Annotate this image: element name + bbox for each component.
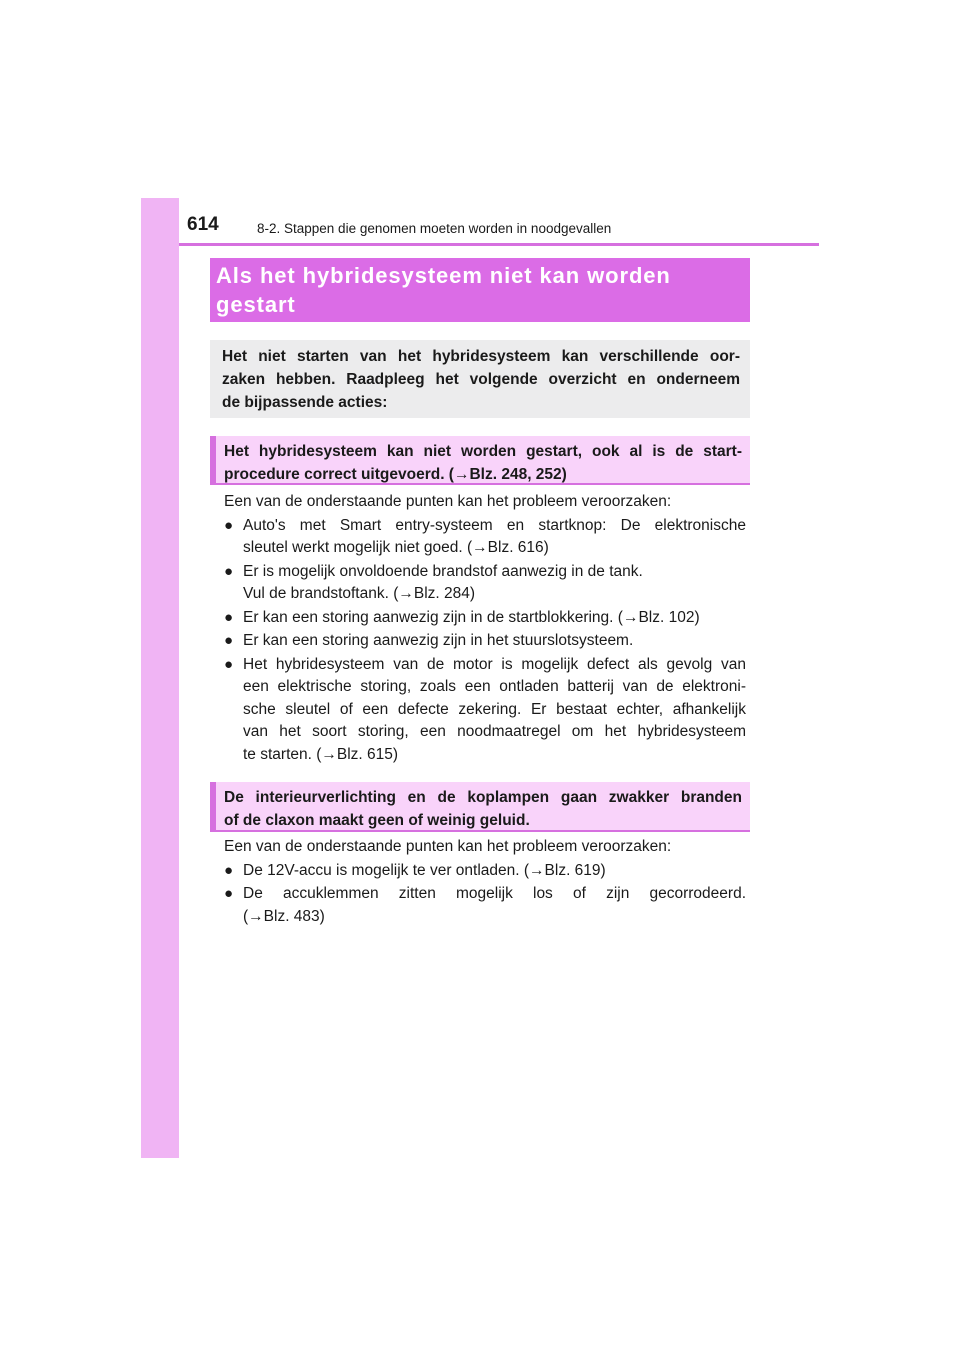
intro-line: zaken hebben. Raadpleeg het volgende overzicht en onderneem <box>222 371 740 388</box>
bullet-icon: ● <box>224 562 234 580</box>
section-breadcrumb: 8-2. Stappen die genomen moeten worden in noodgevallen <box>257 221 612 236</box>
intro-summary <box>210 340 750 418</box>
section-heading-line: De interieurverlichting en de koplampen gaan zwakker branden <box>224 789 742 806</box>
list-item-line: Er is mogelijk onvoldoende brandstof aanwezig in de tank. <box>243 562 643 580</box>
chapter-sidebar-tab <box>141 198 179 1158</box>
list-item-line: een elektrische storing, zoals een ontladen batterij van de elektroni- <box>243 678 746 695</box>
page-number: 614 <box>187 214 219 235</box>
list-item-line: Het hybridesysteem van de motor is mogelijk defect als gevolg van <box>243 655 746 673</box>
section-lead: Een van de onderstaande punten kan het probleem veroorzaken: <box>224 838 672 855</box>
bullet-icon: ● <box>224 885 234 902</box>
header-divider <box>179 243 819 246</box>
bullet-icon: ● <box>224 608 234 626</box>
list-item-line: Auto's met Smart entry-systeem en startknop: De elektronische <box>243 516 746 534</box>
list-item <box>224 561 746 606</box>
list-item <box>224 630 746 653</box>
list-item <box>224 883 746 928</box>
list-item <box>224 607 746 630</box>
page-title-line: gestart <box>216 292 296 317</box>
bullet-icon: ● <box>224 655 234 673</box>
bullet-icon: ● <box>224 861 234 879</box>
page-title-banner <box>210 258 750 322</box>
section-heading-weak-lights <box>210 782 750 832</box>
list-item-line: van het soort storing, een noodmaatregel om het hybridesysteem <box>243 723 746 740</box>
list-item-line: Er kan een storing aanwezig zijn in de startblokkering. (→Blz. 102) <box>243 608 700 626</box>
list-item-line: sche sleutel of een defecte zekering. Er bestaat echter, afhankelijk <box>243 700 746 718</box>
section-heading-line: of de claxon maakt geen of weinig geluid. <box>224 812 530 829</box>
intro-line: Het niet starten van het hybridesysteem kan verschillende oor- <box>222 348 740 365</box>
list-item-line: Vul de brandstoftank. (→Blz. 284) <box>243 585 476 602</box>
list-item <box>224 860 746 883</box>
list-item <box>224 654 746 767</box>
list-item-line: De 12V-accu is mogelijk te ver ontladen. (→Blz. 619) <box>243 861 606 879</box>
list-item-line: De accuklemmen zitten mogelijk los of zijn gecorrodeerd. <box>243 885 746 902</box>
cause-list <box>224 860 746 929</box>
intro-line: de bijpassende acties: <box>222 394 388 411</box>
page-title <box>216 261 744 319</box>
list-item-line: Er kan een storing aanwezig zijn in het stuurslotsysteem. <box>243 632 634 649</box>
section-heading-line: procedure correct uitgevoerd. (→Blz. 248, 252) <box>224 466 567 483</box>
section-lead: Een van de onderstaande punten kan het probleem veroorzaken: <box>224 493 672 510</box>
list-item <box>224 515 746 560</box>
page-title-line: Als het hybridesysteem niet kan worden <box>216 263 671 288</box>
bullet-icon: ● <box>224 516 234 534</box>
cause-list <box>224 515 746 767</box>
section-body-start-failure <box>224 491 746 766</box>
list-item-line: sleutel werkt mogelijk niet goed. (→Blz. 616) <box>243 539 549 556</box>
section-heading-start-failure <box>210 436 750 485</box>
list-item-line: (→Blz. 483) <box>243 907 325 925</box>
section-heading-line: Het hybridesysteem kan niet worden gestart, ook al is de start- <box>224 443 742 460</box>
bullet-icon: ● <box>224 632 234 649</box>
section-body-weak-lights <box>224 836 746 928</box>
list-item-line: te starten. (→Blz. 615) <box>243 745 399 763</box>
